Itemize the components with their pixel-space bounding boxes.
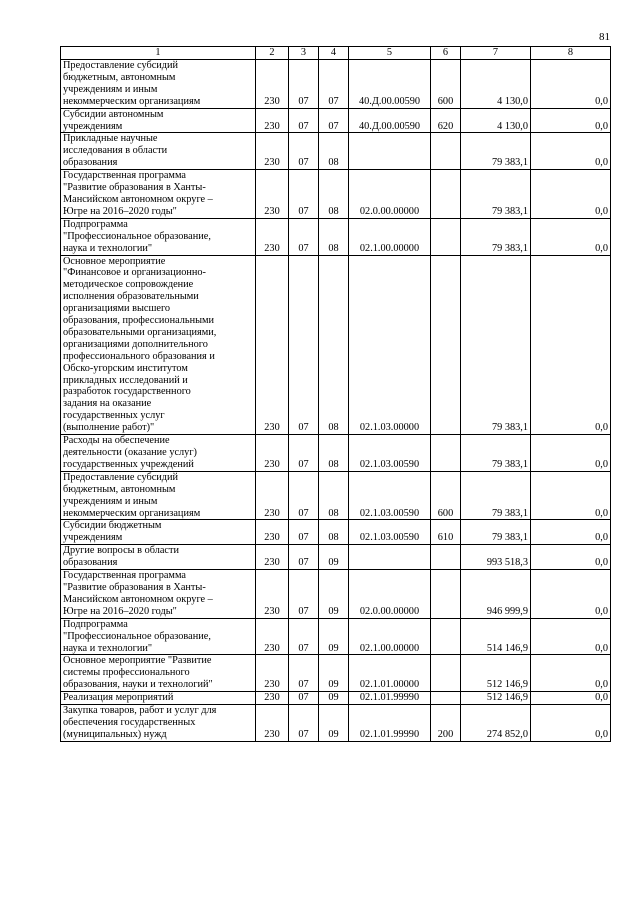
grbs-code: 230 xyxy=(256,170,289,219)
section-code: 07 xyxy=(289,705,319,742)
grbs-code: 230 xyxy=(256,655,289,692)
grbs-code: 230 xyxy=(256,692,289,705)
header-cell: 7 xyxy=(461,47,531,60)
table-row xyxy=(61,218,611,255)
amount: 79 383,1 xyxy=(461,218,531,255)
amount: 514 146,9 xyxy=(461,618,531,655)
subsection-code: 08 xyxy=(319,435,349,472)
grbs-code: 230 xyxy=(256,435,289,472)
table-row xyxy=(61,108,611,133)
header-cell: 2 xyxy=(256,47,289,60)
table-row xyxy=(61,435,611,472)
grbs-code: 230 xyxy=(256,255,289,435)
grbs-code: 230 xyxy=(256,705,289,742)
amount-secondary: 0,0 xyxy=(531,60,611,109)
grbs-code: 230 xyxy=(256,471,289,520)
amount-secondary: 0,0 xyxy=(531,255,611,435)
amount: 79 383,1 xyxy=(461,133,531,170)
row-name: Подпрограмма "Профессиональное образование, наука и технологии" xyxy=(61,218,256,255)
amount: 4 130,0 xyxy=(461,108,531,133)
table-row xyxy=(61,618,611,655)
amount-secondary: 0,0 xyxy=(531,618,611,655)
section-code: 07 xyxy=(289,170,319,219)
grbs-code: 230 xyxy=(256,618,289,655)
subsection-code: 09 xyxy=(319,545,349,570)
row-name: Реализация мероприятий xyxy=(61,692,256,705)
row-name: Основное мероприятие "Финансовое и организационно- методическое сопровождение исполнения образовательными организациями высшего образования, профессиональными образовательными организациями, организациями дополнительного профессионального образования и Обско-угорским институтом прикладных исследований и разработок государственного задания на оказание государственных услуг (выполнение работ)" xyxy=(61,255,256,435)
amount-secondary: 0,0 xyxy=(531,692,611,705)
amount: 79 383,1 xyxy=(461,520,531,545)
target-article-code: 02.1.01.00000 xyxy=(349,655,431,692)
section-code: 07 xyxy=(289,218,319,255)
target-article-code: 02.1.03.00590 xyxy=(349,435,431,472)
subsection-code: 08 xyxy=(319,133,349,170)
row-name: Предоставление субсидий бюджетным, автономным учреждениям и иным некоммерческим организациям xyxy=(61,60,256,109)
subsection-code: 09 xyxy=(319,618,349,655)
expense-type-code xyxy=(431,170,461,219)
subsection-code: 09 xyxy=(319,570,349,619)
table-row xyxy=(61,692,611,705)
expense-type-code xyxy=(431,692,461,705)
budget-table xyxy=(60,46,611,742)
table-row xyxy=(61,471,611,520)
expense-type-code xyxy=(431,218,461,255)
section-code: 07 xyxy=(289,655,319,692)
target-article-code: 02.1.00.00000 xyxy=(349,618,431,655)
target-article-code: 02.0.00.00000 xyxy=(349,170,431,219)
subsection-code: 09 xyxy=(319,655,349,692)
expense-type-code: 600 xyxy=(431,60,461,109)
header-row xyxy=(61,47,611,60)
subsection-code: 08 xyxy=(319,218,349,255)
amount-secondary: 0,0 xyxy=(531,133,611,170)
expense-type-code xyxy=(431,545,461,570)
header-cell: 8 xyxy=(531,47,611,60)
target-article-code xyxy=(349,545,431,570)
target-article-code: 02.1.03.00000 xyxy=(349,255,431,435)
grbs-code: 230 xyxy=(256,570,289,619)
section-code: 07 xyxy=(289,471,319,520)
expense-type-code xyxy=(431,618,461,655)
amount: 4 130,0 xyxy=(461,60,531,109)
row-name: Расходы на обеспечение деятельности (оказание услуг) государственных учреждений xyxy=(61,435,256,472)
subsection-code: 08 xyxy=(319,471,349,520)
expense-type-code xyxy=(431,435,461,472)
table-row xyxy=(61,570,611,619)
amount-secondary: 0,0 xyxy=(531,545,611,570)
amount-secondary: 0,0 xyxy=(531,705,611,742)
amount-secondary: 0,0 xyxy=(531,218,611,255)
expense-type-code xyxy=(431,655,461,692)
row-name: Субсидии бюджетным учреждениям xyxy=(61,520,256,545)
expense-type-code: 200 xyxy=(431,705,461,742)
table-row xyxy=(61,520,611,545)
target-article-code: 02.1.00.00000 xyxy=(349,218,431,255)
table-row xyxy=(61,170,611,219)
section-code: 07 xyxy=(289,570,319,619)
amount: 274 852,0 xyxy=(461,705,531,742)
expense-type-code: 600 xyxy=(431,471,461,520)
grbs-code: 230 xyxy=(256,218,289,255)
target-article-code: 02.0.00.00000 xyxy=(349,570,431,619)
amount: 512 146,9 xyxy=(461,692,531,705)
header-cell: 5 xyxy=(349,47,431,60)
subsection-code: 08 xyxy=(319,520,349,545)
amount: 79 383,1 xyxy=(461,170,531,219)
row-name: Закупка товаров, работ и услуг для обеспечения государственных (муниципальных) нужд xyxy=(61,705,256,742)
section-code: 07 xyxy=(289,692,319,705)
row-name: Прикладные научные исследования в области образования xyxy=(61,133,256,170)
section-code: 07 xyxy=(289,545,319,570)
section-code: 07 xyxy=(289,618,319,655)
row-name: Предоставление субсидий бюджетным, автономным учреждениям и иным некоммерческим организациям xyxy=(61,471,256,520)
section-code: 07 xyxy=(289,60,319,109)
grbs-code: 230 xyxy=(256,60,289,109)
amount-secondary: 0,0 xyxy=(531,520,611,545)
subsection-code: 08 xyxy=(319,170,349,219)
grbs-code: 230 xyxy=(256,520,289,545)
amount: 79 383,1 xyxy=(461,435,531,472)
target-article-code: 02.1.03.00590 xyxy=(349,471,431,520)
target-article-code: 40.Д.00.00590 xyxy=(349,108,431,133)
section-code: 07 xyxy=(289,108,319,133)
table-row xyxy=(61,655,611,692)
header-cell: 3 xyxy=(289,47,319,60)
table-row xyxy=(61,545,611,570)
row-name: Основное мероприятие "Развитие системы профессионального образования, науки и технологий" xyxy=(61,655,256,692)
subsection-code: 07 xyxy=(319,108,349,133)
section-code: 07 xyxy=(289,133,319,170)
row-name: Подпрограмма "Профессиональное образование, наука и технологии" xyxy=(61,618,256,655)
subsection-code: 09 xyxy=(319,692,349,705)
row-name: Государственная программа "Развитие образования в Ханты- Мансийском автономном округе – Югре на 2016–2020 годы" xyxy=(61,170,256,219)
subsection-code: 09 xyxy=(319,705,349,742)
grbs-code: 230 xyxy=(256,108,289,133)
header-cell: 4 xyxy=(319,47,349,60)
amount: 946 999,9 xyxy=(461,570,531,619)
amount-secondary: 0,0 xyxy=(531,170,611,219)
target-article-code: 02.1.01.99990 xyxy=(349,705,431,742)
amount-secondary: 0,0 xyxy=(531,570,611,619)
expense-type-code xyxy=(431,133,461,170)
amount: 512 146,9 xyxy=(461,655,531,692)
row-name: Государственная программа "Развитие образования в Ханты- Мансийском автономном округе – Югре на 2016–2020 годы" xyxy=(61,570,256,619)
amount-secondary: 0,0 xyxy=(531,108,611,133)
amount: 993 518,3 xyxy=(461,545,531,570)
grbs-code: 230 xyxy=(256,545,289,570)
header-cell: 1 xyxy=(61,47,256,60)
amount-secondary: 0,0 xyxy=(531,471,611,520)
amount: 79 383,1 xyxy=(461,471,531,520)
row-name: Субсидии автономным учреждениям xyxy=(61,108,256,133)
target-article-code: 02.1.01.99990 xyxy=(349,692,431,705)
section-code: 07 xyxy=(289,520,319,545)
amount: 79 383,1 xyxy=(461,255,531,435)
target-article-code: 40.Д.00.00590 xyxy=(349,60,431,109)
grbs-code: 230 xyxy=(256,133,289,170)
target-article-code xyxy=(349,133,431,170)
subsection-code: 07 xyxy=(319,60,349,109)
expense-type-code: 620 xyxy=(431,108,461,133)
section-code: 07 xyxy=(289,255,319,435)
header-cell: 6 xyxy=(431,47,461,60)
table-row xyxy=(61,60,611,109)
amount-secondary: 0,0 xyxy=(531,435,611,472)
table-body xyxy=(61,60,611,742)
amount-secondary: 0,0 xyxy=(531,655,611,692)
row-name: Другие вопросы в области образования xyxy=(61,545,256,570)
section-code: 07 xyxy=(289,435,319,472)
table-row xyxy=(61,255,611,435)
subsection-code: 08 xyxy=(319,255,349,435)
expense-type-code xyxy=(431,570,461,619)
page-number: 81 xyxy=(599,31,610,43)
table-row xyxy=(61,705,611,742)
expense-type-code: 610 xyxy=(431,520,461,545)
expense-type-code xyxy=(431,255,461,435)
target-article-code: 02.1.03.00590 xyxy=(349,520,431,545)
table-row xyxy=(61,133,611,170)
